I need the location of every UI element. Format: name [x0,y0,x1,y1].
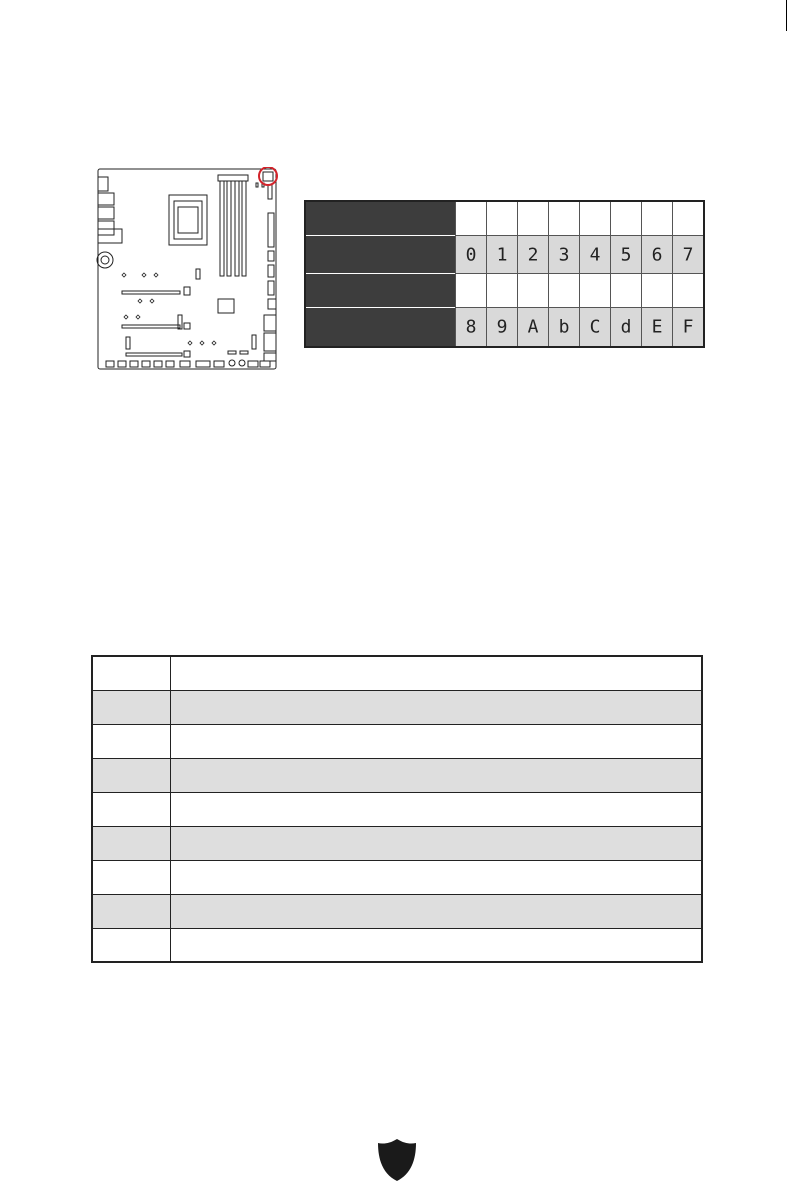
segment-digit: E [651,316,663,338]
segment-digit: 3 [558,244,570,265]
segment-digit: 1 [496,244,508,265]
table-row [93,725,701,759]
segment-digit: 6 [651,244,663,265]
segment-digit: 9 [496,316,508,338]
segment-digit: 5 [620,244,632,265]
hex-row-label [306,236,455,274]
hex-row-label [306,202,455,236]
hex-table-header-row-1 [306,202,703,236]
hex-table-digit-row-1 [306,236,703,274]
table-row [93,793,701,827]
debug-code-table [304,200,705,348]
segment-digit: b [558,316,570,338]
table-row [93,929,701,963]
table-row [93,861,701,895]
hex-table-digit-row-2 [306,308,703,346]
crop-mark [786,0,787,31]
segment-digit: C [589,316,601,338]
hex-row-label [306,308,455,346]
hex-table-header-row-2 [306,274,703,308]
table-row [93,827,701,861]
segment-digit: 4 [589,244,601,265]
segment-digit: F [682,316,694,338]
segment-digit: 0 [465,244,477,265]
code-description-table [91,655,703,963]
segment-digit: A [527,316,539,338]
segment-digit: 8 [465,316,477,338]
shield-logo-icon [377,1138,417,1182]
hex-row-label [306,274,455,308]
motherboard-diagram [96,167,280,372]
table-row [93,657,701,691]
table-row [93,759,701,793]
segment-digit: 7 [682,244,694,265]
segment-digit: d [620,316,632,338]
table-row [93,895,701,929]
segment-digit: 2 [527,244,539,265]
table-row [93,691,701,725]
